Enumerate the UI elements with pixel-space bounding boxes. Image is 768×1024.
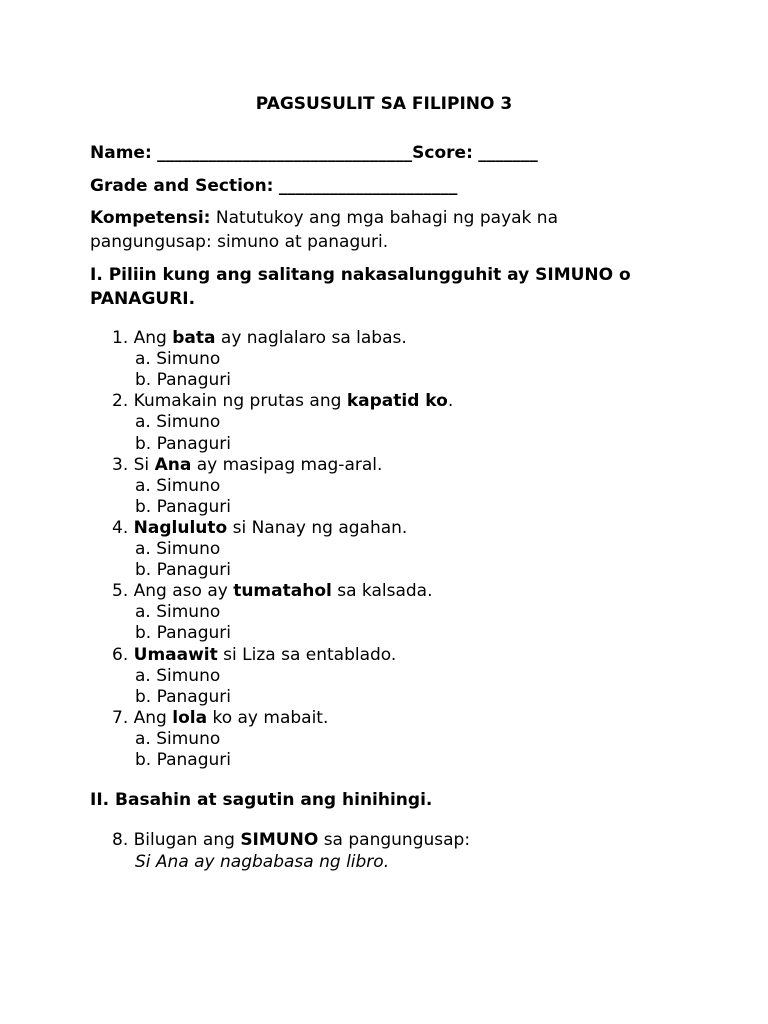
question-4 — [112, 518, 407, 539]
question-keyword: bata — [172, 328, 216, 348]
option-b: b. Panaguri — [135, 370, 231, 391]
grade-label: Grade and Section: — [90, 176, 274, 196]
question-text-pre: Ang aso ay — [133, 581, 234, 602]
option-b: b. Panaguri — [135, 560, 231, 581]
option-a: a. Simuno — [135, 728, 221, 749]
name-line — [90, 143, 538, 163]
score-blank: _______ — [478, 143, 538, 163]
option-a: a. Simuno — [135, 349, 221, 370]
question-text-pre: Bilugan ang — [133, 830, 241, 850]
question-keyword: Nagluluto — [133, 517, 228, 538]
kompetensi-label: Kompetensi: — [90, 208, 211, 228]
option-a: a. Simuno — [135, 475, 221, 496]
option-b: b. Panaguri — [135, 750, 231, 770]
name-blank: ______________________________ — [157, 143, 413, 163]
kompetensi-line-1 — [90, 208, 558, 228]
option-a: a. Simuno — [135, 539, 221, 559]
question-number: 2. — [112, 391, 129, 412]
question-7 — [112, 708, 328, 729]
question-2 — [112, 391, 453, 412]
grade-line — [90, 176, 457, 196]
grade-blank: _____________________ — [278, 176, 458, 196]
part1-heading-2: PANAGURI. — [90, 289, 196, 309]
question-keyword: lola — [172, 707, 208, 728]
page-title: PAGSUSULIT SA FILIPINO 3 — [255, 94, 513, 114]
question-keyword: SIMUNO — [240, 830, 319, 850]
question-text-post: ko ay mabait. — [207, 707, 329, 728]
question-text-post: sa kalsada. — [331, 581, 433, 602]
question-number: 3. — [112, 454, 129, 475]
part1-heading-1: I. Piliin kung ang salitang nakasalungguhit ay SIMUNO o — [90, 265, 631, 285]
q8-sentence: Si Ana ay nagbabasa ng libro. — [135, 852, 390, 872]
kompetensi-text-1: Natutukoy ang mga bahagi ng payak na — [215, 208, 558, 228]
question-keyword: Ana — [154, 454, 192, 475]
question-1 — [112, 328, 407, 349]
option-a: a. Simuno — [135, 602, 221, 623]
question-8 — [112, 830, 470, 851]
question-text-post: si Nanay ng agahan. — [227, 517, 408, 538]
question-text-pre: Ang — [133, 328, 173, 348]
question-keyword: kapatid ko — [346, 391, 448, 412]
kompetensi-text-2: pangungusap: simuno at panaguri. — [90, 232, 389, 252]
part2-heading: II. Basahin at sagutin ang hinihingi. — [90, 790, 433, 810]
question-text-pre: Ang — [133, 707, 173, 728]
question-text-pre: Kumakain ng prutas ang — [133, 391, 347, 412]
question-6 — [112, 645, 396, 666]
option-b: b. Panaguri — [135, 623, 231, 644]
score-label: Score: — [412, 143, 473, 163]
question-text-post: sa pangungusap: — [318, 830, 471, 850]
question-number: 1. — [112, 328, 129, 348]
question-number: 7. — [112, 707, 129, 728]
name-label: Name: — [90, 143, 152, 163]
question-number: 6. — [112, 644, 129, 665]
question-text-post: si Liza sa entablado. — [217, 644, 397, 665]
question-number: 5. — [112, 581, 129, 602]
question-text-post: ay naglalaro sa labas. — [215, 328, 407, 348]
question-number: 4. — [112, 517, 129, 538]
option-b: b. Panaguri — [135, 686, 231, 707]
option-b: b. Panaguri — [135, 496, 231, 517]
question-keyword: Umaawit — [133, 644, 218, 665]
option-a: a. Simuno — [135, 665, 221, 686]
question-5 — [112, 581, 432, 602]
question-text-pre: Si — [133, 454, 155, 475]
question-number: 8. — [112, 830, 129, 850]
option-a: a. Simuno — [135, 412, 221, 433]
option-b: b. Panaguri — [135, 433, 231, 454]
question-3 — [112, 455, 382, 476]
question-text-post: . — [447, 391, 454, 412]
question-text-post: ay masipag mag-aral. — [191, 454, 383, 475]
question-keyword: tumatahol — [233, 581, 332, 602]
